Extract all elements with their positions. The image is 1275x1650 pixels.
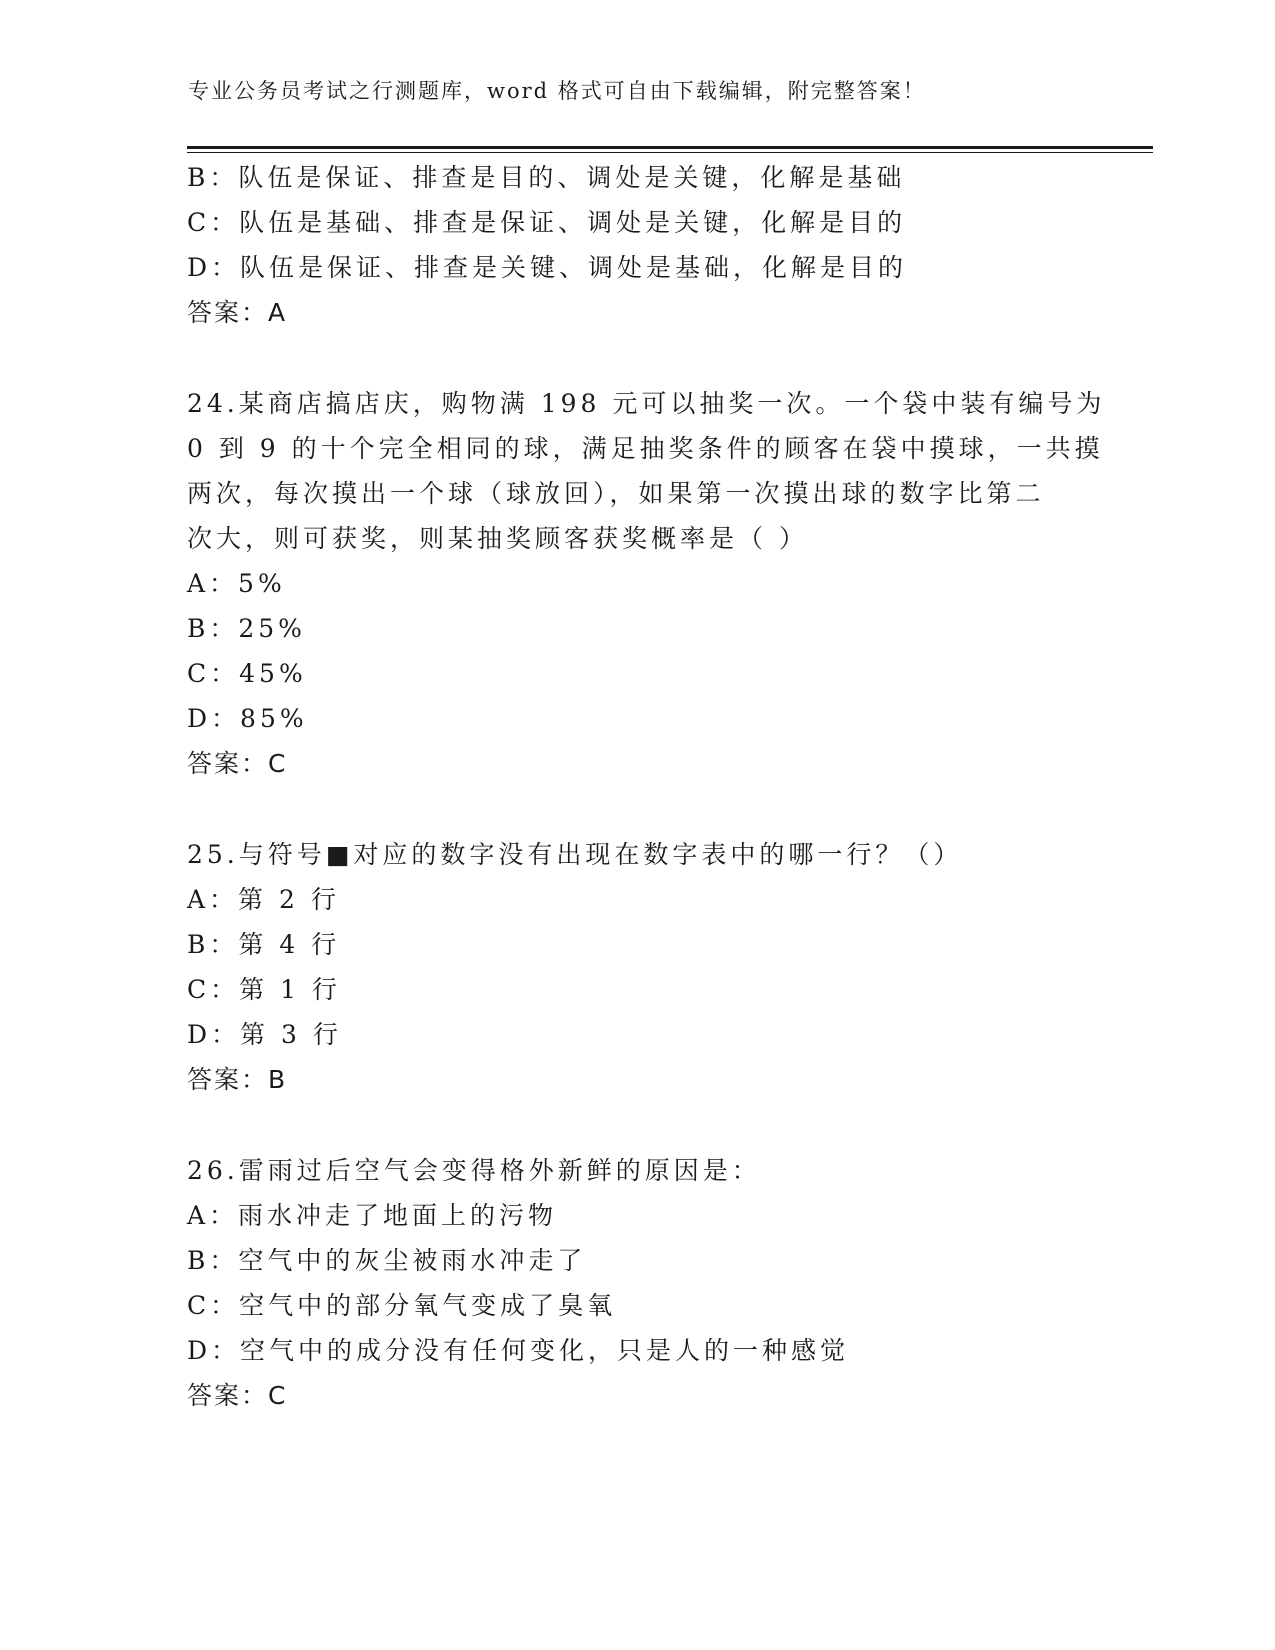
q25-option-d: D：第 3 行 xyxy=(187,1020,342,1049)
q25-stem-line-1: 25.与符号■对应的数字没有出现在数字表中的哪一行？（） xyxy=(187,840,963,869)
q24-stem-line-1: 24.某商店搞店庆，购物满 198 元可以抽奖一次。一个袋中装有编号为 xyxy=(187,389,1106,418)
prev-option-d: D：队伍是保证、排查是关键、调处是基础，化解是目的 xyxy=(187,253,908,282)
q24-stem-line-2: 0 到 9 的十个完全相同的球，满足抽奖条件的顾客在袋中摸球，一共摸 xyxy=(187,434,1104,463)
q26-option-a: A：雨水冲走了地面上的污物 xyxy=(187,1201,558,1230)
q25-answer: 答案：B xyxy=(187,1065,288,1094)
header-divider-thin xyxy=(187,152,1153,153)
q26-stem-line-1: 26.雷雨过后空气会变得格外新鲜的原因是： xyxy=(187,1156,761,1185)
prev-option-c: C：队伍是基础、排查是保证、调处是关键，化解是目的 xyxy=(187,208,907,237)
q24-option-c: C：45% xyxy=(187,659,307,688)
q26-answer: 答案：C xyxy=(187,1381,288,1410)
q24-option-a: A：5% xyxy=(187,569,286,598)
q26-option-c: C：空气中的部分氧气变成了臭氧 xyxy=(187,1291,617,1320)
prev-option-b: B：队伍是保证、排查是目的、调处是关键，化解是基础 xyxy=(187,163,906,192)
q24-option-b: B：25% xyxy=(187,614,306,643)
q25-option-c: C：第 1 行 xyxy=(187,975,341,1004)
q25-option-b: B：第 4 行 xyxy=(187,930,341,959)
q25-option-a: A：第 2 行 xyxy=(187,885,340,914)
q26-option-d: D：空气中的成分没有任何变化，只是人的一种感觉 xyxy=(187,1336,850,1365)
page-header: 专业公务员考试之行测题库，word 格式可自由下载编辑，附完整答案！ xyxy=(188,79,926,103)
q24-stem-line-3: 两次，每次摸出一个球（球放回），如果第一次摸出球的数字比第二 xyxy=(187,479,1045,508)
q26-option-b: B：空气中的灰尘被雨水冲走了 xyxy=(187,1246,587,1275)
q24-answer: 答案：C xyxy=(187,749,288,778)
q24-option-d: D：85% xyxy=(187,704,308,733)
header-divider-thick xyxy=(187,146,1153,149)
prev-answer: 答案：A xyxy=(187,298,288,327)
q24-stem-line-4: 次大，则可获奖，则某抽奖顾客获奖概率是（ ） xyxy=(187,524,808,553)
